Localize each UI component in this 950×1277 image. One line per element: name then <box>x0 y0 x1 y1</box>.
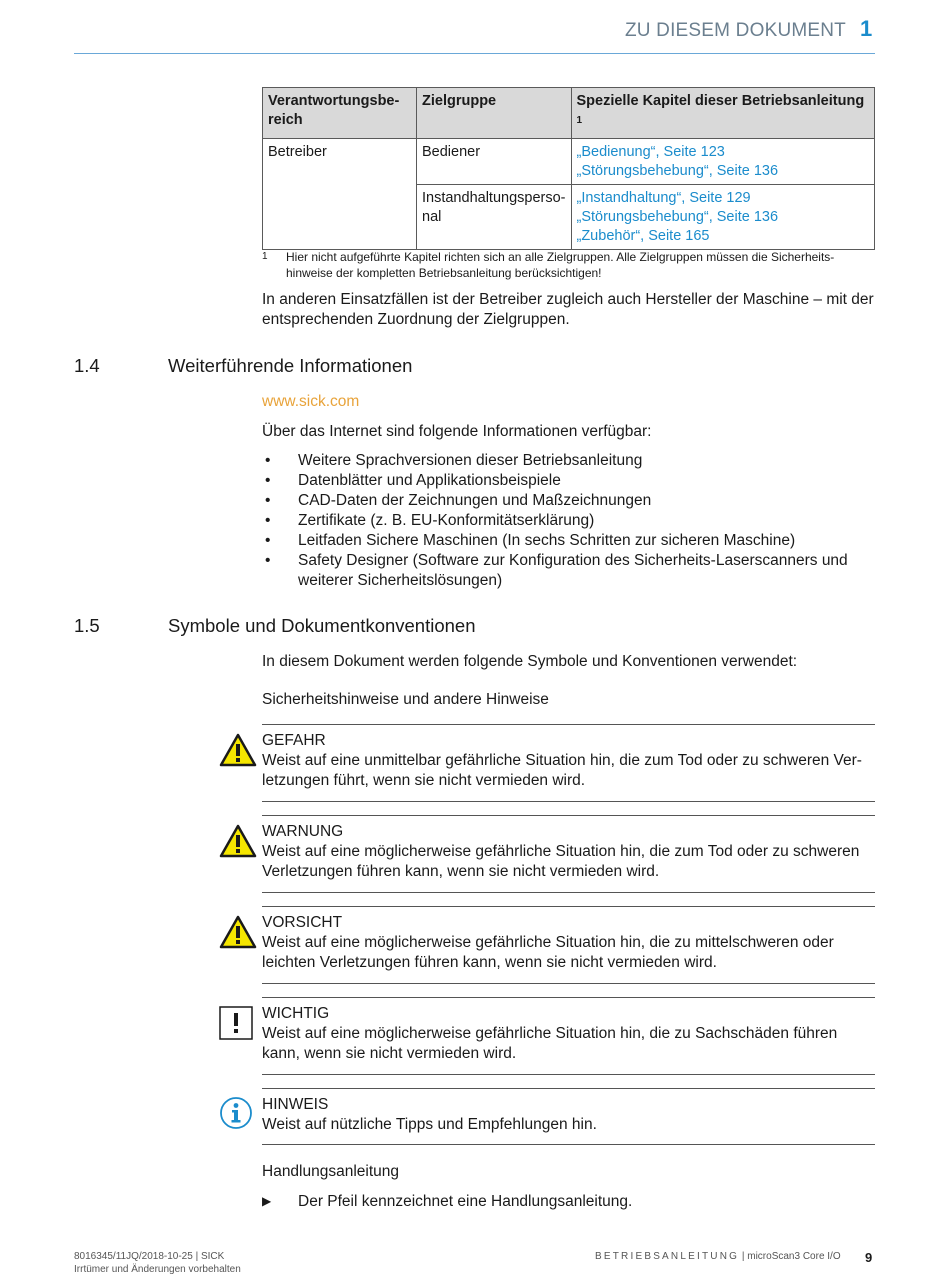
column-header-chapters-label: Spezielle Kapitel dieser Betriebsanleitung <box>576 93 865 109</box>
page-number: 9 <box>865 1250 873 1265</box>
list-item: • CAD-Daten der Zeichnungen und Maßzeichnungen <box>262 491 875 511</box>
instruction-step <box>262 1193 632 1211</box>
table-footnote <box>262 249 875 281</box>
section-intro: Über das Internet sind folgende Informationen verfügbar: <box>262 423 652 440</box>
section-number: 1.5 <box>74 615 100 636</box>
footnote-text: Hier nicht aufgeführte Kapitel richten sich an alle Zielgruppen. Alle Zielgruppen müssen die Sicherheits-hinweise der kompletten Betriebsanleitung berücksichtigen! <box>286 250 835 280</box>
running-header-title: ZU DIESEM DOKUMENT <box>624 20 846 41</box>
table-row <box>263 138 875 184</box>
step-text: Der Pfeil kennzeichnet eine Handlungsanleitung. <box>298 1193 633 1210</box>
warning-triangle-icon <box>219 824 257 858</box>
list-item: • Safety Designer (Software zur Konfiguration des Sicherheits-Laserscanners und weiterer Sicherheitslösungen) <box>262 551 875 591</box>
notice-text: Weist auf nützliche Tipps und Empfehlungen hin. <box>262 1116 597 1133</box>
section-title: Symbole und Dokumentkonventionen <box>168 615 476 636</box>
notice-divider <box>262 997 875 998</box>
notice-divider <box>262 1088 875 1089</box>
notice-divider <box>262 724 875 725</box>
notice-divider <box>262 815 875 816</box>
subheading-notices: Sicherheitshinweise und andere Hinweise <box>262 691 549 708</box>
chapter-link-instandhaltung[interactable]: „Instandhaltung“, Seite 129 <box>576 189 751 206</box>
section-title: Weiterführende Informationen <box>168 355 413 376</box>
column-header-responsibility: Verantwortungsbe- reich <box>263 88 417 139</box>
notice-warning <box>262 822 875 882</box>
list-item: • Zertifikate (z. B. EU-Konformitätserklärung) <box>262 511 875 531</box>
notice-text: Weist auf eine unmittelbar gefährliche Situation hin, die zum Tod oder zu schweren Ver-letzungen führt, wenn sie nicht vermieden wird. <box>262 752 862 789</box>
notice-divider <box>262 1074 875 1075</box>
notice-text: Weist auf eine möglicherweise gefährliche Situation hin, die zu Sachschäden führen kann, wenn sie nicht vermieden wird. <box>262 1025 838 1062</box>
notice-divider <box>262 983 875 984</box>
list-item: • Leitfaden Sichere Maschinen (In sechs Schritten zur sicheren Maschine) <box>262 531 875 551</box>
section-intro: In diesem Dokument werden folgende Symbole und Konventionen verwendet: <box>262 653 798 670</box>
notice-title: GEFAHR <box>262 732 326 749</box>
warning-triangle-icon <box>219 733 257 767</box>
header-divider <box>74 53 875 54</box>
info-list <box>262 451 875 591</box>
chapter-link-bedienung[interactable]: „Bedienung“, Seite 123 <box>576 143 725 160</box>
notice-caution <box>262 913 875 973</box>
chapter-link-zubehoer[interactable]: „Zubehör“, Seite 165 <box>576 227 710 244</box>
notice-divider <box>262 906 875 907</box>
warning-triangle-icon <box>219 915 257 949</box>
column-header-chapters <box>571 88 875 139</box>
info-circle-icon <box>219 1096 253 1130</box>
notice-hint <box>262 1095 875 1135</box>
cell-target-group: Instandhaltungsperso- nal <box>417 184 572 249</box>
footer-doc-id: 8016345/11JQ/2018-10-25 | SICK <box>74 1251 225 1262</box>
section-number: 1.4 <box>74 355 100 376</box>
notice-title: HINWEIS <box>262 1096 329 1113</box>
subheading-steps: Handlungsanleitung <box>262 1163 400 1180</box>
paragraph-other-uses: In anderen Einsatzfällen ist der Betreiber zugleich auch Hersteller der Maschine – mit der entsprechenden Zuordnung der Zielgruppen. <box>262 291 874 328</box>
notice-divider <box>262 892 875 893</box>
footer-separator: | <box>739 1251 748 1262</box>
cell-chapter-links <box>571 138 875 184</box>
footer-doc-info <box>74 1250 241 1276</box>
website-link[interactable]: www.sick.com <box>262 393 360 410</box>
footnote-ref: 1 <box>576 115 583 126</box>
footer-doc-type: BETRIEBSANLEITUNG <box>595 1251 740 1262</box>
footer-product: microScan3 Core I/O <box>747 1251 841 1262</box>
chapter-link-stoerungsbehebung[interactable]: „Störungsbehebung“, Seite 136 <box>576 208 779 225</box>
notice-text: Weist auf eine möglicherweise gefährliche Situation hin, die zum Tod oder zu schweren Verletzungen führen kann, wenn sie nicht vermieden wird. <box>262 843 860 880</box>
notice-divider <box>262 1144 875 1145</box>
cell-responsibility: Betreiber <box>263 138 417 249</box>
footnote-mark: 1 <box>262 251 268 262</box>
table-header-row <box>263 88 875 139</box>
exclamation-box-icon <box>219 1006 253 1040</box>
notice-text: Weist auf eine möglicherweise gefährliche Situation hin, die zu mittelschweren oder leichten Verletzungen führen kann, wenn sie nicht vermieden wird. <box>262 934 834 971</box>
notice-title: WARNUNG <box>262 823 344 840</box>
cell-chapter-links <box>571 184 875 249</box>
column-header-target-group: Zielgruppe <box>417 88 572 139</box>
notice-title: WICHTIG <box>262 1005 330 1022</box>
footer-disclaimer: Irrtümer und Änderungen vorbehalten <box>74 1264 241 1275</box>
notice-title: VORSICHT <box>262 914 343 931</box>
footer-doc-title <box>595 1251 841 1262</box>
target-group-table <box>262 87 875 250</box>
chapter-link-stoerungsbehebung[interactable]: „Störungsbehebung“, Seite 136 <box>576 162 779 179</box>
list-item: • Weitere Sprachversionen dieser Betriebsanleitung <box>262 451 875 471</box>
triangle-right-icon: ▶ <box>262 1194 272 1208</box>
cell-target-group: Bediener <box>417 138 572 184</box>
notice-divider <box>262 801 875 802</box>
list-item: • Datenblätter und Applikationsbeispiele <box>262 471 875 491</box>
chapter-number: 1 <box>860 16 873 41</box>
notice-important <box>262 1004 875 1064</box>
notice-danger <box>262 731 875 791</box>
